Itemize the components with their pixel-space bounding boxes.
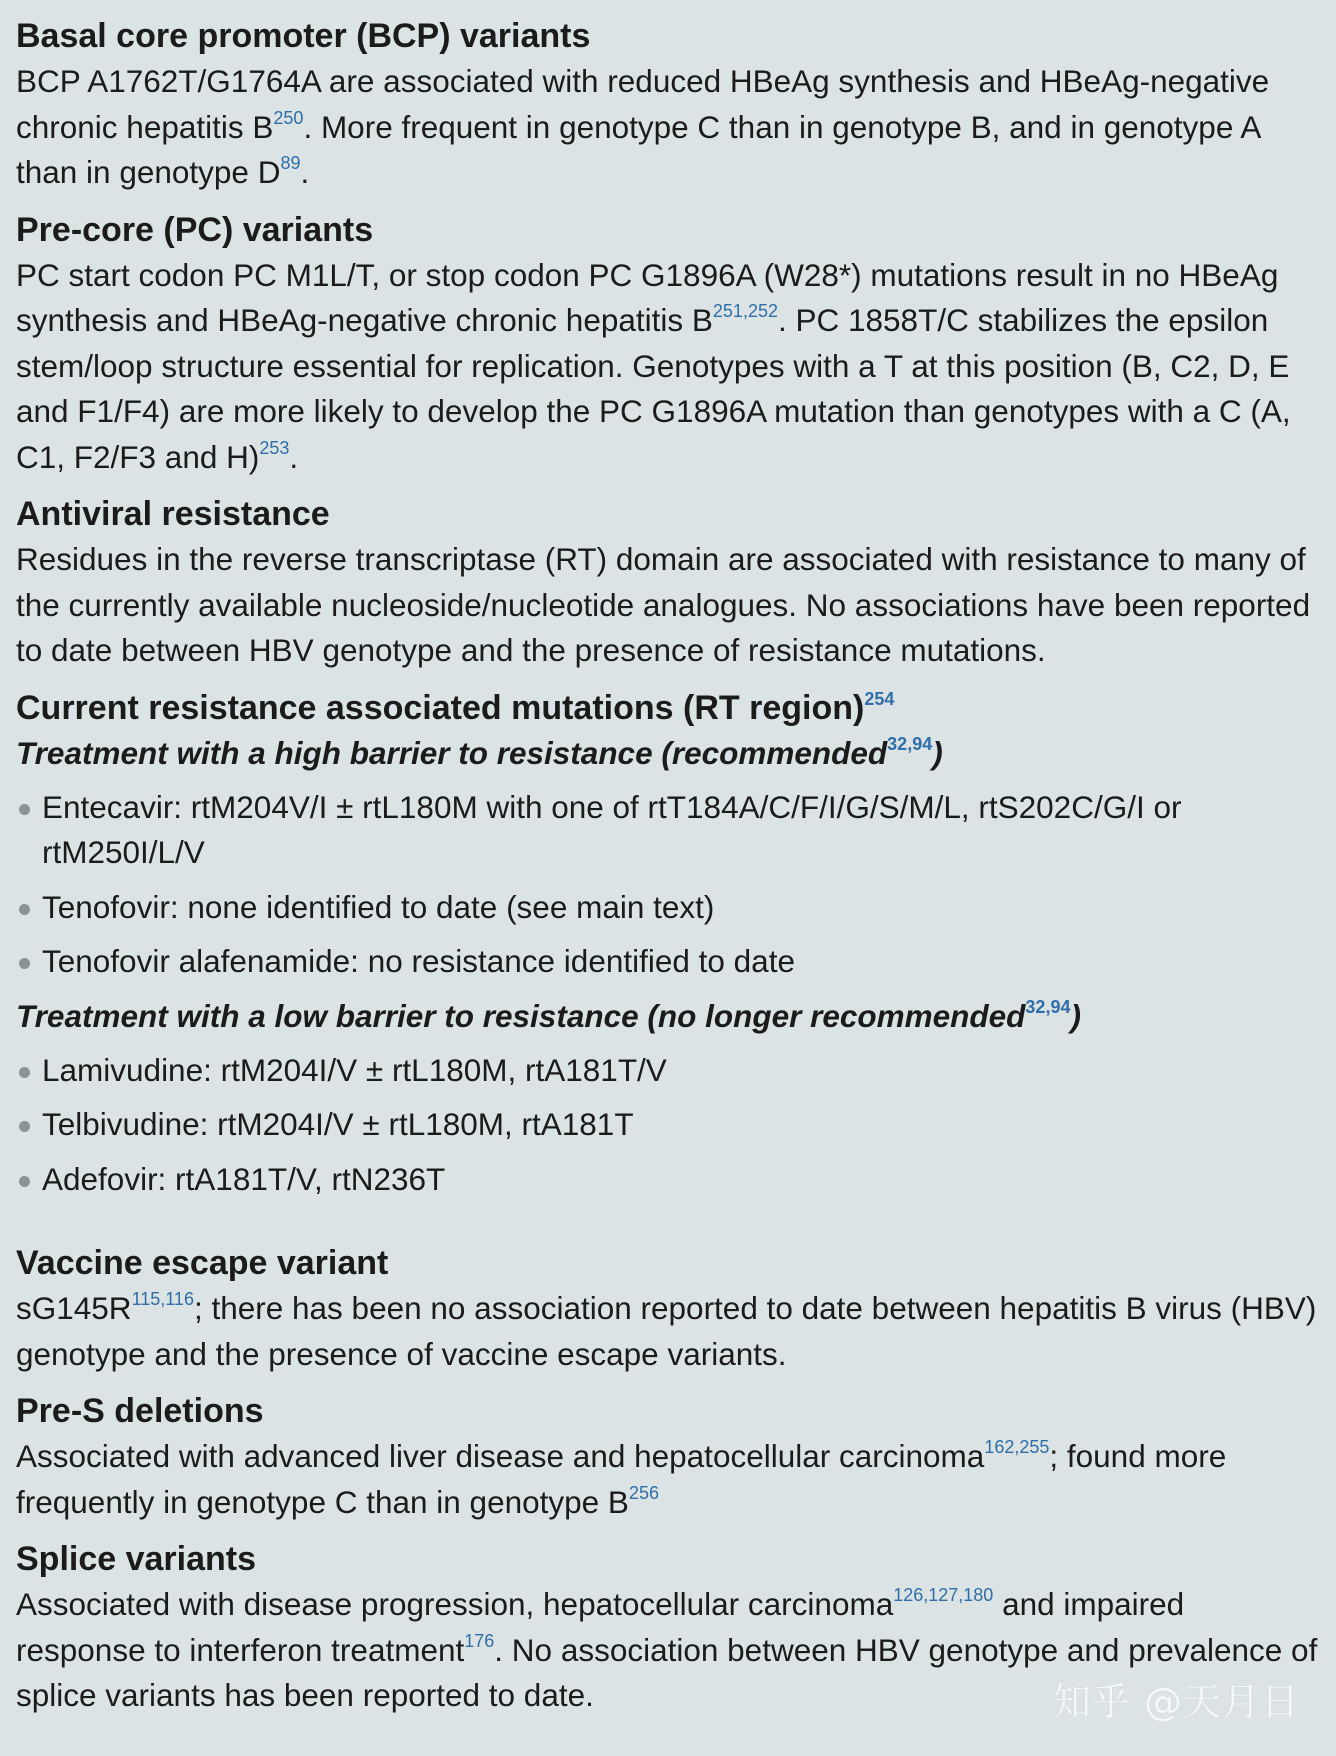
list-item	[16, 1048, 1322, 1094]
bullet-icon	[19, 1176, 30, 1187]
list-item-text: Lamivudine: rtM204I/V ± rtL180M, rtA181T/V	[42, 1051, 667, 1088]
reference-link[interactable]: 176	[464, 1630, 495, 1651]
subheading-close: )	[932, 734, 943, 771]
bullet-icon	[19, 1121, 30, 1132]
watermark: 知乎 @天月日	[1052, 1680, 1300, 1724]
subheading-close: )	[1070, 997, 1081, 1034]
section-heading: Splice variants	[16, 1540, 257, 1578]
reference-link[interactable]: 89	[280, 153, 301, 173]
section-body	[16, 1434, 1322, 1525]
subheading-low-barrier	[16, 994, 1322, 1039]
body-text: Associated with advanced liver disease and hepatocellular carcinoma	[16, 1438, 985, 1474]
bullet-icon	[19, 804, 30, 815]
list-item-text: Entecavir: rtM204V/I ± rtL180M with one of rtT184A/C/F/I/G/S/M/L, rtS202C/G/I or rtM250I/L/V	[42, 788, 1182, 870]
body-text: sG145R	[16, 1290, 132, 1326]
list-item	[16, 1157, 1322, 1203]
body-text: PC start codon PC M1L/T, or stop codon PC G1896A (W28*) mutations result in no HBeAg synthesis and HBeAg-negative chronic hepatitis B	[16, 256, 1279, 338]
list-item-text: Tenofovir alafenamide: no resistance identified to date	[42, 943, 795, 979]
reference-link[interactable]: 162,255	[984, 1437, 1050, 1457]
list-item-text: Tenofovir: none identified to date (see main text)	[42, 888, 715, 925]
low-barrier-list	[16, 1048, 1322, 1203]
bullet-icon	[19, 904, 30, 915]
section-antiviral	[16, 492, 1322, 674]
list-item	[16, 885, 1322, 931]
body-text: . PC 1858T/C stabilizes the epsilon stem/loop structure essential for replication. Genotypes with a T at this position (B, C2, D, E and F1/F4) are more likely to develop the PC G1896A mutation than genotypes with a C (A, C1, F2/F3 and H)	[16, 302, 1291, 475]
section-heading: Pre-S deletions	[16, 1392, 264, 1430]
section-heading	[16, 686, 1322, 731]
bullet-icon	[19, 958, 30, 969]
section-heading: Antiviral resistance	[16, 495, 330, 533]
high-barrier-list	[16, 785, 1322, 985]
section-bcp	[16, 14, 1322, 196]
section-body	[16, 1286, 1322, 1377]
reference-link[interactable]: 32,94	[887, 733, 933, 754]
body-text: BCP A1762T/G1764A are associated with reduced HBeAg synthesis and HBeAg-negative chronic hepatitis B	[16, 63, 1270, 145]
body-text: ; there has been no association reported to date between hepatitis B virus (HBV) genotype and the presence of vaccine escape variants.	[16, 1290, 1317, 1372]
section-heading: Basal core promoter (BCP) variants	[16, 17, 591, 55]
section-body: Residues in the reverse transcriptase (RT) domain are associated with resistance to many of the currently available nucleoside/nucleotide analogues. No associations have been reported to date between HBV genotype and the presence of resistance mutations.	[16, 541, 1311, 668]
reference-link[interactable]: 254	[864, 688, 895, 709]
section-vaccine	[16, 1241, 1322, 1377]
body-text: Associated with disease progression, hepatocellular carcinoma	[16, 1586, 894, 1622]
body-text: . More frequent in genotype C than in genotype B, and in genotype A than in genotype D	[16, 108, 1260, 190]
body-text: ; found more frequently in genotype C than in genotype B	[16, 1438, 1227, 1520]
section-heading: Pre-core (PC) variants	[16, 210, 374, 249]
list-item-text: Adefovir: rtA181T/V, rtN236T	[42, 1160, 446, 1197]
section-body	[16, 59, 1322, 196]
section-current-resistance	[16, 686, 1322, 1203]
bullet-icon	[19, 1067, 30, 1078]
reference-link[interactable]: 32,94	[1025, 996, 1071, 1017]
body-text: . No association between HBV genotype and prevalence of splice variants has been reported to date.	[16, 1631, 1318, 1713]
body-text: .	[300, 154, 310, 190]
list-item	[16, 939, 1322, 985]
reference-link[interactable]: 115,116	[131, 1289, 194, 1309]
reference-link[interactable]: 256	[628, 1482, 659, 1503]
list-item	[16, 785, 1322, 876]
body-text: and impaired response to interferon treatment	[16, 1586, 1185, 1668]
reference-link[interactable]: 250	[273, 107, 304, 128]
heading-text: Current resistance associated mutations (RT region)	[16, 688, 865, 727]
section-heading: Vaccine escape variant	[16, 1244, 389, 1282]
section-pre-s	[16, 1389, 1322, 1525]
section-pc	[16, 208, 1322, 481]
list-item-text: Telbivudine: rtM204I/V ± rtL180M, rtA181T	[42, 1106, 634, 1142]
reference-link[interactable]: 126,127,180	[893, 1585, 994, 1605]
section-body	[16, 253, 1322, 481]
body-text: .	[289, 438, 299, 475]
subheading-text: Treatment with a low barrier to resistance (no longer recommended	[16, 997, 1026, 1034]
reference-link[interactable]: 251,252	[712, 301, 778, 321]
list-item	[16, 1102, 1322, 1148]
subheading-text: Treatment with a high barrier to resistance (recommended	[16, 734, 888, 771]
reference-link[interactable]: 253	[259, 437, 290, 458]
subheading-high-barrier	[16, 731, 1322, 776]
